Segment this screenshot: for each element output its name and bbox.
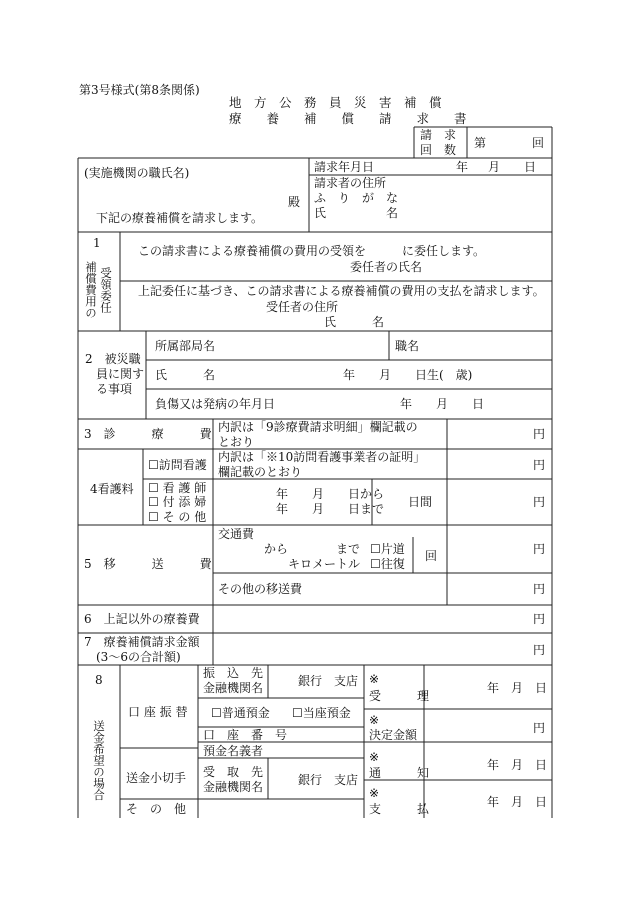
sec6-yen: 円	[533, 612, 546, 626]
sec5-times-label: 回	[425, 549, 438, 563]
sec8-recv-label-2: 金融機関名	[203, 780, 264, 794]
sec1-label-vertical-left: 補償費用の	[84, 261, 98, 319]
request-text: 下記の療養補償を請求します。	[96, 211, 264, 225]
sec2-injury-date-label: 負傷又は発病の年月日	[155, 397, 276, 411]
sec4-period-yen: 円	[533, 495, 546, 509]
sec1-delegate-address-label: 受任者の住所	[266, 300, 339, 314]
sec5-from-to: から まで	[264, 542, 361, 556]
dono-text: 殿	[288, 195, 301, 209]
sec2-birth-label: 年 月 日生( 歳)	[343, 368, 473, 382]
office-mark-decided: ※	[369, 713, 380, 727]
sec3-detail-1: 内訳は「9診療費請求明細」欄記載の	[218, 420, 418, 434]
claimant-address-label: 請求者の住所	[314, 176, 387, 190]
sec8-postal-order-label: 送金小切手	[126, 771, 187, 785]
sec7-yen: 円	[533, 643, 546, 657]
title-line-1: 地 方 公 務 員 災 害 補 償	[229, 95, 442, 110]
sec7-label-1: 7 療養補償請求金額	[84, 635, 200, 649]
sec8-recv-label-1: 受 取 先	[203, 765, 264, 779]
sec7-label-2: (3〜6の合計額)	[96, 650, 181, 664]
office-mark-received: ※	[369, 672, 380, 686]
sec2-label-1: 2 被災職	[85, 352, 141, 366]
sec2-label-3: る事項	[96, 382, 133, 396]
sec1-delegator-name-label: 委任者の氏名	[350, 260, 423, 274]
claim-date-label: 請求年月日	[314, 160, 375, 174]
org-label: (実施機関の職氏名)	[84, 166, 190, 180]
office-payment-label: 支 払	[369, 802, 430, 816]
claim-count-prefix: 第	[474, 136, 487, 150]
sec4-nurse-checkbox[interactable]: ☐ 看 護 師	[148, 481, 207, 495]
sec2-injury-ymd: 年 月 日	[400, 397, 485, 411]
form-number: 第3号様式(第8条関係)	[79, 83, 200, 97]
sec5-other-label: その他の移送費	[218, 582, 303, 596]
sec8-dest-label-1: 振 込 先	[203, 666, 264, 680]
claim-count-label-1: 請 求	[420, 128, 457, 142]
sec8-holder-label: 預金名義者	[203, 744, 264, 758]
sec8-number: 8	[95, 673, 103, 687]
office-received-label: 受 理	[369, 689, 430, 703]
title-line-2: 療 養 補 償 請 求 書	[229, 111, 467, 126]
office-received-ymd: 年 月 日	[487, 681, 548, 695]
sec1-label-vertical-right: 受領委任	[99, 267, 113, 313]
sec2-dept-label: 所属部局名	[155, 339, 216, 353]
claim-count-suffix[interactable]: 回	[532, 136, 545, 150]
sec4-visit-yen: 円	[533, 458, 546, 472]
sec4-attendant-checkbox[interactable]: ☐ 付 添 婦	[148, 495, 207, 509]
sec5-transport-yen: 円	[533, 542, 546, 556]
sec1-delegate-name-label: 氏 名	[324, 315, 385, 329]
sec5-transport-label: 交通費	[218, 527, 255, 541]
sec8-ordinary-checkbox[interactable]: ☐普通預金	[211, 706, 270, 720]
sec5-label: 5 移 送 費	[84, 557, 212, 571]
claim-date-month: 月	[488, 160, 501, 174]
sec4-visit-detail-2: 欄記載のとおり	[218, 465, 303, 479]
sec6-label: 6 上記以外の療養費	[84, 612, 200, 626]
sec1-payment-request-text: 上記委任に基づき、この請求書による療養補償の費用の支払を請求します。	[138, 284, 545, 298]
sec2-name-label: 氏 名	[155, 368, 216, 382]
sec8-bank-transfer-label: 口 座 振 替	[128, 705, 188, 719]
claim-date-day: 日	[524, 160, 537, 174]
sec8-recv-bank-branch: 銀行 支店	[298, 773, 359, 787]
sec2-label-2: 員に関す	[96, 367, 145, 381]
sec3-yen: 円	[533, 427, 546, 441]
office-decided-yen: 円	[533, 721, 546, 735]
sec8-other-label: そ の 他	[126, 802, 187, 816]
sec5-km-label: キロメートル	[288, 557, 361, 571]
sec4-period-from: 年 月 日から	[276, 487, 385, 501]
office-mark-notice: ※	[369, 750, 380, 764]
sec8-account-number-label: 口 座 番 号	[203, 728, 288, 742]
claim-date-year: 年	[456, 160, 469, 174]
sec1-number: 1	[93, 236, 101, 250]
sec4-visit-nursing-checkbox[interactable]: ☐訪問看護	[148, 458, 207, 472]
sec8-current-checkbox[interactable]: ☐当座預金	[292, 706, 351, 720]
sec4-visit-detail-1: 内訳は「※10訪問看護事業者の証明」	[218, 450, 426, 464]
sec4-period-to: 年 月 日まで	[276, 502, 385, 516]
sec8-dest-label-2: 金融機関名	[203, 681, 264, 695]
sec5-oneway-checkbox[interactable]: ☐片道	[370, 542, 405, 556]
sec2-position-label: 職名	[395, 339, 420, 353]
claimant-furigana-label: ふ り が な	[314, 191, 399, 205]
office-notice-ymd: 年 月 日	[487, 758, 548, 772]
sec3-label: 3 診 療 費	[84, 427, 212, 441]
sec3-detail-2: とおり	[218, 435, 255, 449]
office-mark-payment: ※	[369, 786, 380, 800]
office-decided-label: 決定金額	[369, 728, 418, 742]
sec4-other-checkbox[interactable]: ☐ そ の 他	[148, 510, 207, 524]
sec5-roundtrip-checkbox[interactable]: ☐往復	[370, 557, 405, 571]
office-payment-ymd: 年 月 日	[487, 795, 548, 809]
sec1-delegation-text: この請求書による療養補償の費用の受領を に委任します。	[138, 244, 486, 258]
sec4-label: 4看護料	[90, 482, 134, 496]
sec4-days-label: 日間	[408, 495, 433, 509]
sec8-label-vertical: 送金希望の場合	[92, 719, 106, 801]
claim-count-label-2: 回 数	[420, 143, 457, 157]
sec8-bank-branch-label: 銀行 支店	[298, 674, 359, 688]
sec5-other-yen: 円	[533, 582, 546, 596]
claimant-name-label: 氏 名	[314, 206, 399, 220]
office-notice-label: 通 知	[369, 766, 430, 780]
